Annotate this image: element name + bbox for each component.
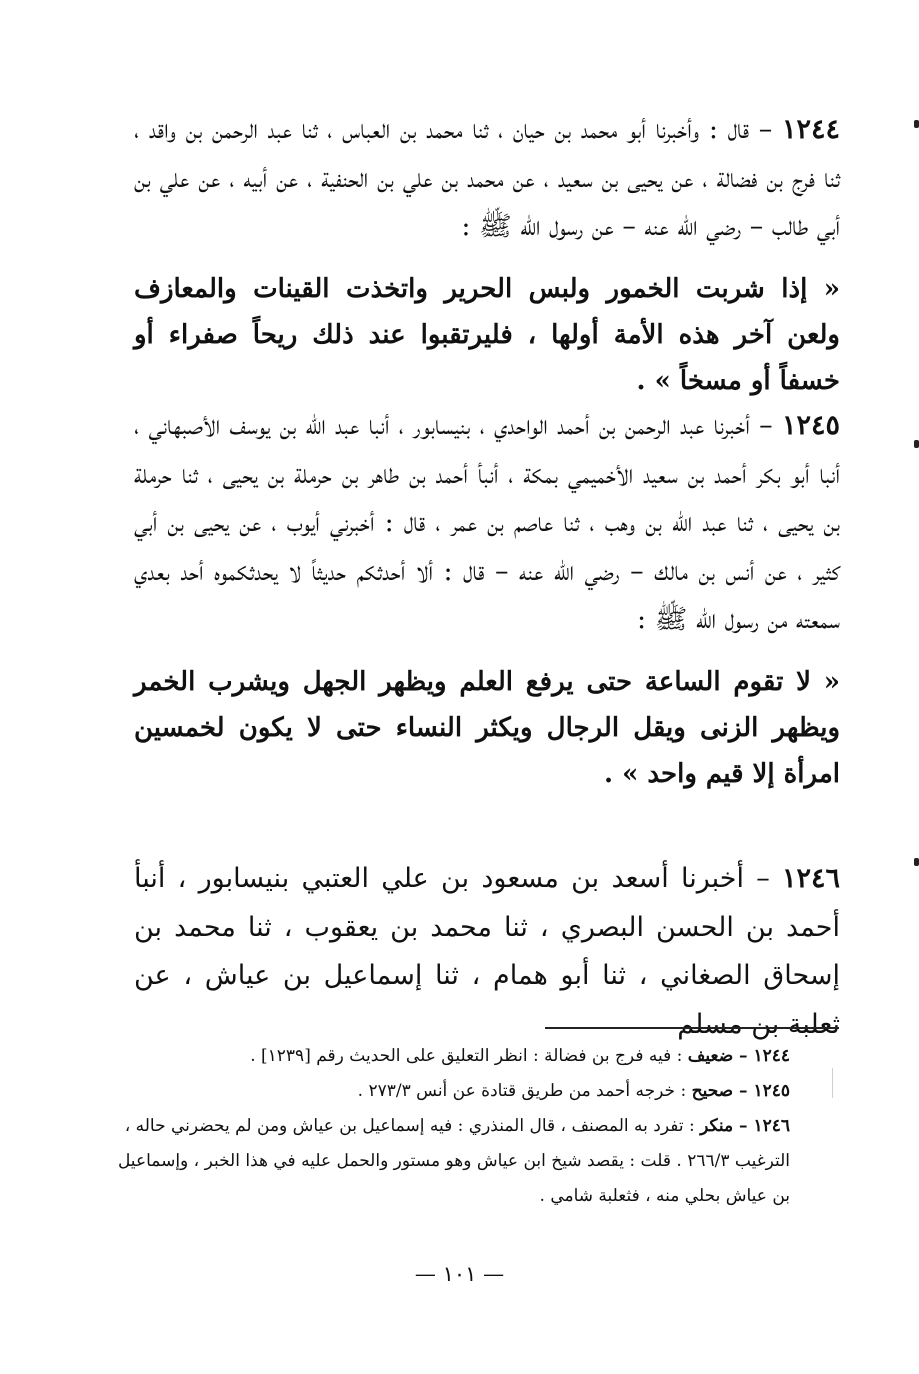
footnote-1246 <box>95 1109 845 1214</box>
hadith-1244-isnad <box>134 106 840 252</box>
hadith-1244-matn: « إذا شربت الخمور ولبس الحرير واتخذت القينات والمعازف ولعن آخر هذه الأمة أولها ، فليرتقبوا عند ذلك ريحاً صفراء أو خسفاً أو مسخاً » . <box>134 273 840 396</box>
footnote-1244-text: : فيه فرج بن فضالة : انظر التعليق على الحديث رقم [١٢٣٩] . <box>250 1046 683 1066</box>
scan-edge-mark <box>914 858 919 866</box>
hadith-1245-isnad <box>134 402 840 645</box>
hadith-1246-number: ١٢٤٦ <box>781 863 840 894</box>
hadith-1246-isnad-text: – أخبرنا أسعد بن مسعود بن علي العتبي بنيسابور ، أنبأ أحمد بن الحسن البصري ، ثنا محمد بن يعقوب ، ثنا محمد بن إسحاق الصغاني ، ثنا أبو همام ، ثنا إسماعيل بن عياش ، عن ثعلبة بن مسلم <box>134 863 840 1040</box>
hadith-1245-number: ١٢٤٥ <box>781 410 840 441</box>
footnote-1245-label: ١٢٤٥ – صحيح <box>691 1081 790 1101</box>
footnote-1246-label: ١٢٤٦ – منكر <box>700 1116 790 1136</box>
hadith-1244-number: ١٢٤٤ <box>781 114 840 145</box>
footnote-1245 <box>95 1074 845 1109</box>
footnote-1246-text: : تفرد به المصنف ، قال المنذري : فيه إسماعيل بن عياش ومن لم يحضرني حاله ، الترغيب ٢٦٦/٣ . قلت : يقصد شيخ ابن عياش وهو مستور والحمل عليه في هذا الخبر ، وإسماعيل بن عياش بحلي منه ، فثعلبة شامي . <box>117 1116 790 1206</box>
hadith-1246 <box>134 855 840 1049</box>
hadith-1244 <box>134 106 840 404</box>
footnote-1244-label: ١٢٤٤ – ضعيف <box>687 1046 790 1066</box>
scan-edge-mark <box>914 440 919 448</box>
hadith-1245 <box>134 402 840 797</box>
hadith-1244-isnad-text: – قال : وأخبرنا أبو محمد بن حيان ، ثنا محمد بن العباس ، ثنا عبد الرحمن بن واقد ، ثنا فرج بن فضالة ، عن يحيى بن سعيد ، عن محمد بن علي بن الحنفية ، عن أبيه ، عن علي بن أبي طالب – رضي الله عنه – عن رسول الله ﷺ : <box>134 114 840 242</box>
page-number: — ١٠١ — <box>414 1262 505 1286</box>
scan-faint-line <box>832 1068 833 1098</box>
hadith-1245-isnad-text: – أخبرنا عبد الرحمن بن أحمد الواحدي ، بنيسابور ، أنبا عبد الله بن يوسف الأصبهاني ، أنبا أبو بكر أحمد بن سعيد الأخميمي بمكة ، أنبأ أحمد بن طاهر بن حرملة بن يحيى ، ثنا حرملة بن يحيى ، ثنا عبد الله بن وهب ، ثنا عاصم بن عمر ، قال : أخبرني أيوب ، عن يحيى بن أبي كثير ، عن أنس بن مالك – رضي الله عنه – قال : ألا أحدثكم حديثاً لا يحدثكموه أحد بعدي سمعته من رسول الله ﷺ : <box>134 410 840 635</box>
footnote-1244 <box>95 1039 845 1074</box>
footnote-1245-text: : خرجه أحمد من طريق قتادة عن أنس ٢٧٣/٣ . <box>357 1081 687 1101</box>
hadith-1245-matn: « لا تقوم الساعة حتى يرفع العلم ويظهر الجهل ويشرب الخمر ويظهر الزنى ويقل الرجال ويكثر النساء حتى لا يكون لخمسين امرأة إلا قيم واحد » . <box>134 666 840 789</box>
footnote-separator <box>545 1027 839 1029</box>
scan-edge-mark <box>914 120 919 128</box>
footnotes <box>95 1039 845 1214</box>
hadith-1246-isnad <box>134 855 840 1049</box>
